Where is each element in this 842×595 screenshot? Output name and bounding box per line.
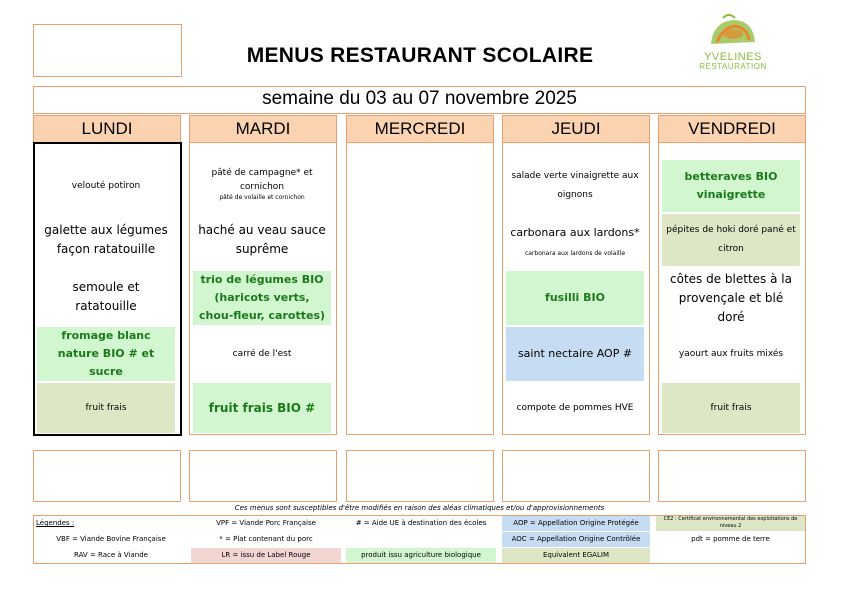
- legend-lr: LR = issu de Label Rouge: [191, 548, 341, 563]
- day-header: MERCREDI: [347, 116, 493, 143]
- menu-item: carré de l'est: [232, 348, 292, 359]
- legend-aop: AOP = Appellation Origine Protégée: [502, 516, 650, 531]
- menu-item: velouté potiron: [71, 180, 141, 191]
- legend-vpf: VPF = Viande Porc Française: [216, 519, 316, 527]
- brand-emblem-icon: [683, 14, 783, 54]
- page-title: MENUS RESTAURANT SCOLAIRE: [246, 44, 594, 67]
- legend-ce2: CE2 : Certificat environnemental des exploitations de niveau 2: [656, 516, 805, 531]
- legend-aide-ue: # = Aide UE à destination des écoles: [355, 519, 487, 527]
- menu-item: haché au veau sauce suprême: [198, 223, 326, 256]
- menu-item: trio de légumes BIO (haricots verts, chou-fleur, carottes): [193, 271, 331, 325]
- menu-item: saint nectaire AOP #: [506, 327, 644, 381]
- menu-item-alternative: carbonara aux lardons de volaille: [524, 250, 626, 257]
- day-header: JEUDI: [503, 116, 649, 143]
- menu-item-text: carbonara aux lardons*: [510, 226, 640, 239]
- menu-item: [193, 156, 331, 212]
- day-header: VENDREDI: [659, 116, 805, 143]
- yvelines-logo: [683, 14, 783, 76]
- menu-item-text: pâté de campagne* et cornichon: [211, 168, 313, 192]
- legend-title: Légendes :: [36, 519, 75, 527]
- disclaimer: Ces menus sont susceptibles d'être modifiés en raison des aléas climatiques et/ou d'approvisionnements: [234, 504, 605, 512]
- menu-item: fruit frais BIO #: [193, 383, 331, 433]
- selected-day-frame: [33, 142, 182, 436]
- menu-item: semoule et ratatouille: [72, 280, 140, 313]
- extra-row-cell: [189, 450, 337, 502]
- day-header: LUNDI: [34, 116, 180, 143]
- brand-name-line1: YVELINES: [704, 51, 762, 63]
- extra-row-cell: [33, 450, 181, 502]
- brand-name-line2: RESTAURATION: [699, 62, 767, 71]
- logo-placeholder: [33, 24, 182, 77]
- legend: [33, 515, 806, 564]
- legend-pdt: pdt = pomme de terre: [691, 535, 770, 543]
- menu-item: salade verte vinaigrette aux oignons: [511, 171, 639, 200]
- menu-item: fruit frais: [37, 383, 175, 433]
- extra-row-cell: [658, 450, 806, 502]
- menu-item: galette aux légumes façon ratatouille: [44, 223, 168, 256]
- menu-item: betteraves BIO vinaigrette: [662, 160, 800, 212]
- menu-item: fromage blanc nature BIO # et sucre: [37, 327, 175, 381]
- day-column-mercredi: [346, 115, 494, 435]
- week-label: semaine du 03 au 07 novembre 2025: [262, 88, 577, 109]
- menu-item: yaourt aux fruits mixés: [678, 348, 784, 359]
- legend-aoc: AOC = Appellation Origine Contrôlée: [502, 532, 650, 547]
- menu-item-alternative: pâté de volaille et cornichon: [219, 194, 305, 201]
- legend-rav: RAV = Race à Viande: [74, 551, 148, 559]
- legend-vbf: VBF = Viande Bovine Française: [56, 535, 166, 543]
- legend-plat-porc: * = Plat contenant du porc: [219, 535, 313, 543]
- day-header: MARDI: [190, 116, 336, 143]
- menu-item: pépites de hoki doré pané et citron: [662, 214, 800, 266]
- menu-item: [506, 214, 644, 268]
- extra-row-cell: [346, 450, 494, 502]
- legend-egalim: Equivalent EGALIM: [502, 548, 650, 563]
- menu-item: fruit frais: [662, 383, 800, 433]
- extra-row-cell: [502, 450, 650, 502]
- menu-item: fusilli BIO: [506, 271, 644, 325]
- menu-item: compote de pommes HVE: [516, 402, 634, 413]
- menu-item: côtes de blettes à la provençale et blé doré: [670, 271, 792, 324]
- legend-bio: produit issu agriculture biologique: [346, 548, 496, 563]
